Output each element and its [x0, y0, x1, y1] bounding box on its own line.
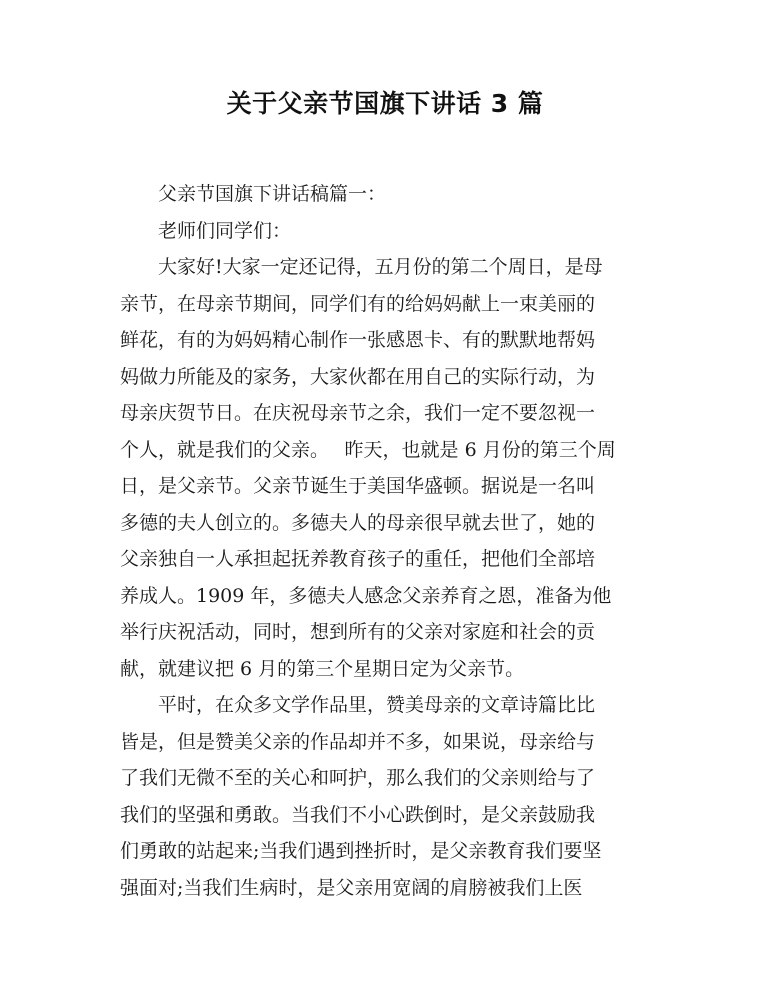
- document-body: [120, 176, 660, 906]
- text-line: 平时，在众多文学作品里，赞美母亲的文章诗篇比比: [158, 694, 596, 716]
- text-line: 强面对;当我们生病时，是父亲用宽阔的肩膀被我们上医: [120, 876, 583, 899]
- text-line: 亲节，在母亲节期间，同学们有的给妈妈献上一束美丽的: [120, 292, 596, 315]
- text-line: 妈做力所能及的家务，大家伙都在用自己的实际行动，为: [120, 365, 596, 388]
- text-line: 举行庆祝活动，同时，想到所有的父亲对家庭和社会的贡: [120, 621, 596, 643]
- text-line: 父亲节国旗下讲话稿篇一：: [158, 183, 387, 205]
- text-line: 们勇敢的站起来;当我们遇到挫折时，是父亲教育我们要坚: [120, 840, 602, 862]
- text-line: 皆是，但是赞美父亲的作品却并不多，如果说，母亲给与: [120, 730, 596, 753]
- text-line: 大家好!大家一定还记得，五月份的第二个周日，是母: [158, 256, 603, 278]
- text-line: 个人，就是我们的父亲。 昨天，也就是 6 月份的第三个周: [120, 438, 616, 461]
- text-line: 鲜花，有的为妈妈精心制作一张感恩卡、有的默默地帮妈: [120, 329, 596, 351]
- text-line: 父亲独自一人承担起抚养教育孩子的重任，把他们全部培: [120, 548, 596, 570]
- text-line: 了我们无微不至的关心和呵护，那么我们的父亲则给与了: [120, 767, 596, 789]
- document-title: 关于父亲节国旗下讲话 3 篇: [226, 89, 544, 118]
- text-line: 母亲庆贺节日。在庆祝母亲节之余，我们一定不要忽视一: [120, 402, 596, 424]
- text-line: 养成人。1909 年，多德夫人感念父亲养育之恩，准备为他: [120, 584, 612, 607]
- text-line: 我们的坚强和勇敢。当我们不小心跌倒时，是父亲鼓励我: [120, 803, 596, 826]
- text-line: 多德的夫人创立的。多德夫人的母亲很早就去世了，她的: [120, 511, 596, 534]
- text-line: 献，就建议把 6 月的第三个星期日定为父亲节。: [120, 657, 525, 680]
- text-line: 日，是父亲节。父亲节诞生于美国华盛顿。据说是一名叫: [120, 475, 596, 497]
- text-line: 老师们同学们：: [158, 219, 292, 242]
